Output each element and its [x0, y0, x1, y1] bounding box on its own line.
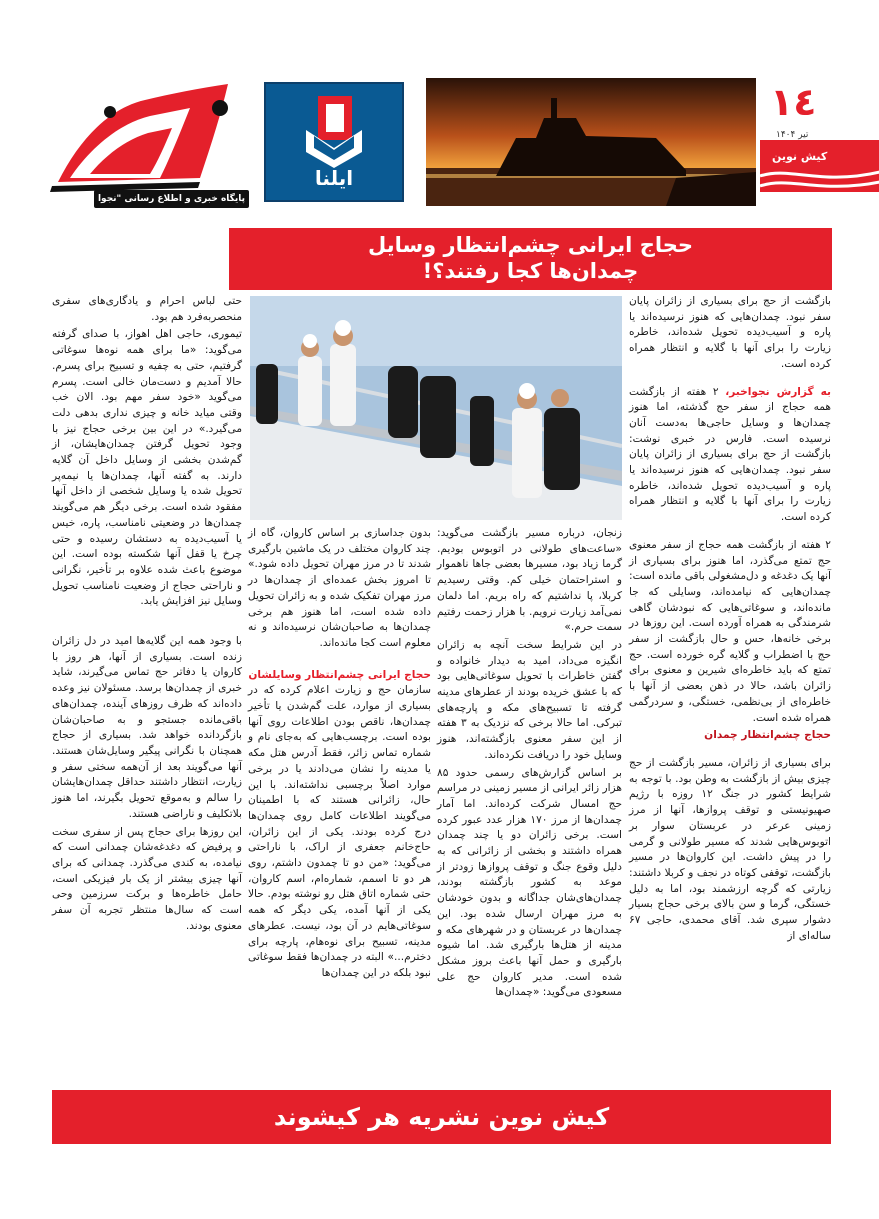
col4-paragraph: با وجود همه این گلایه‌ها امید در دل زائران زنده است. بسیاری از آنها، هر روز با کاروان یا دفاتر حج تماس می‌گیرند، شاید خبری از چمدان‌ها برسد. مسئولان نیز وعده داده‌اند که ظرف روزهای آینده، چمدان‌های باقی‌مانده جستجو و به صاحبان‌شان بازگردانده خواهد شد. بسیاری از حجاج همچنان با نگرانی پیگیر وسایل‌شان هستند. آنها می‌گویند بعد از آن‌همه سختی سفر و زیارت، انتظار داشتند حداقل چمدان‌هایشان را سالم و به‌موقع تحویل بگیرند، اما هنوز بلاتکلیف و ناراضی هستند. — [52, 635, 242, 820]
col2-paragraph: زنجان، درباره مسیر بازگشت می‌گوید: «ساعت‌های طولانی در اتوبوس بودیم. گرما زیاد بود، مسیرها بعضی جاها ناهموار و استراحتمان خیلی کم. وقتی رسیدیم کربلا، پا نداشتیم که راه بریم. اما دلمان نمی‌آمد زیارت نرویم. با هزار زحمت رفتیم سمت حرم.» — [437, 527, 622, 634]
logo-tagline: پایگاه خبری و اطلاع رسانی "نجوا خبر" — [94, 190, 249, 208]
col3-paragraph: سازمان حج و زیارت اعلام کرده که در بسیاری از موارد، علت گم‌شدن یا تأخیر چمدان‌ها، ناقص بودن اطلاعات روی آنها بوده است. برچسب‌هایی که به‌جای نام و شماره تماس زائر، فقط آدرس هتل مکه یا مدینه را نشان می‌دادند یا در برخی موارد اصلاً برچسبی نداشته‌اند. با این حال، زائرانی هستند که با اطمینان می‌گویند اطلاعات کامل روی چمدان‌ها درج کرده بودند. یکی از این زائران، حاج‌خانم جعفری از اراک، با ناراحتی می‌گوید: «من دو تا چمدون داشتم، روی هر دو تا اسمم، شماره‌ام، اسم کاروان، حتی شماره اتاق هتل رو نوشته بودم. حالا یکی از آنها آمده، یکی دیگر که همه سوغاتی‌هایم در آن بود، نیست. عطرهای مدینه، تسبیح برای نوه‌هام، پارچه برای دخترم...» البته در چمدان‌ها فقط سوغاتی نبود بلکه در این چمدان‌ها — [248, 684, 431, 979]
col1-paragraph: ۲ هفته از بازگشت همه حجاج از سفر معنوی حج تمتع می‌گذرد، اما هنوز برای بسیاری از آنها یک دغدغه و دل‌مشغولی باقی مانده است: چمدان‌هایی که نیامده‌اند، وسایلی که جا مانده‌اند، و سوغاتی‌هایی که نبودشان گاهی شرمندگی به همراه آورده است. این روزها در برخی خانه‌ها، حس و حال بازگشت از سفر حج با اضطراب و گلایه گره خورده است. حج تمتع که باید خاطره‌ای شیرین و معنوی برای زائران باشد، حالا در ذهن بعضی از آنها با خاطره‌ای از بی‌نظمی، خستگی، و سردرگمی همراه شده است. — [629, 538, 831, 724]
col1-paragraph: برای بسیاری از زائران، مسیر بازگشت از حج چیزی بیش از بازگشت به وطن بود. با توجه به شرایط کشور در جنگ ۱۲ روزه با رژیم صهیونیستی و توقف پروازها، آنها از مرز زمینی عرعر در عربستان سوار بر اتوبوس‌هایی شدند که مسیر طولانی و گرمی را در پیش داشت. این کاروان‌ها در مسیر بازگشت، توقفی کوتاه در نجف و کربلا داشتند: زیارتی که گرچه ارزشمند بود، اما به دلیل خستگی، گرما و سن بالای برخی حجاج بسیار دشوار سپری شد. آقای محمدی، حاجی ۶۷ ساله‌ای از — [629, 756, 831, 942]
brand-name: کیش نوین — [772, 150, 828, 163]
headline — [229, 232, 832, 284]
issue-date: تیر ۱۴۰۴ — [776, 130, 809, 140]
col1-paragraph — [629, 385, 831, 526]
pilgrims-image — [250, 296, 622, 520]
article-column-2 — [437, 526, 622, 1013]
pilgrims-stairs-photo — [250, 296, 622, 520]
col2-paragraph: بر اساس گزارش‌های رسمی حدود ۸۵ هزار زائر ایرانی از مسیر زمینی در مراسم حج امسال شرکت کرده‌اند. اما آمار چمدان‌ها از مرز ۱۷۰ هزار عدد عبور کرده است. برخی زائران دو یا چند چمدان همراه داشتند و بخشی از زائرانی که به دلیل وقوع جنگ و توقف پروازها زودتر از موعد به کشور بازگشته بودند، چمدان‌های‌شان جداگانه و بدون خودشان به مرز مهران ارسال شده بود. این چمدان‌ها در عربستان و در شهرهای مکه و مدینه از هتل‌ها بارگیری شد. اما شیوه بارگیری و حمل آنها باعث بروز مشکل شده است. مدیر کاروان حج علی مسعودی می‌گوید: «چمدان‌ها — [437, 766, 622, 999]
subheading: حجاج چشم‌انتظار چمدان — [704, 729, 831, 742]
news-source-lead: به گزارش نجواخبر، — [725, 385, 831, 398]
col3-paragraph: بدون جداسازی بر اساس کاروان، گاه از چند کاروان مختلف در یک ماشین بارگیری شدند تا در مرز مهران تحویل داده شود.» تا امروز بخش عمده‌ای از چمدان‌ها در مرز مهران تفکیک شده و به زائران تحویل داده شده است، اما هنوز هم برخی چمدان‌ها به صاحبان‌شان نرسیده‌اند و نه معلوم است کجا مانده‌اند. — [248, 527, 431, 649]
brand-panel — [760, 140, 879, 192]
subheading: حجاج ایرانی چشم‌انتظار وسایلشان — [248, 668, 431, 681]
col1-paragraph-body: ۲ هفته از بازگشت همه حجاج از سفر حج گذشته، اما هنوز چمدان‌ها و وسایل حاجی‌ها به‌دست آنان نرسیده است. فارس در خبری نوشت: بازگشت از حج برای بسیاری از زائران پایان سفر نبود. چمدان‌هایی که هنوز نرسیده‌اند یا پاره و آسیب‌دیده تحویل شده‌اند، خاطره زیارت را برای آنها با گلایه و انتظار همراه کرده است. — [629, 385, 831, 524]
issue-number: ١٤ — [770, 80, 817, 124]
col4-paragraph: این روزها برای حجاج پس از سفری سخت و پرفیض که دغدغه‌شان چمدانی است که نیامده، به کندی می‌گذرد. چمدانی که برای آنها چیزی بیشتر از یک بار فیزیکی است، حامل خاطره‌ها و برکت سرزمین وحی است که سال‌ها منتظر تجربه آن سفر معنوی بودند. — [52, 825, 242, 932]
ilna-logo — [264, 82, 404, 202]
wave-icon — [760, 166, 879, 196]
article-column-3 — [248, 526, 431, 994]
headline-band — [229, 228, 832, 290]
article-column-4 — [52, 294, 242, 946]
footer-band — [52, 1090, 831, 1144]
col1-paragraph: بازگشت از حج برای بسیاری از زائران پایان سفر نبود. چمدان‌هایی که هنوز نرسیده‌اند یا پاره و آسیب‌دیده تحویل شده‌اند، خاطره زیارت را برای آنها با گلایه و انتظار همراه کرده است. — [629, 295, 831, 370]
ship-sunset-image — [426, 78, 756, 206]
ship-sunset-photo — [426, 78, 756, 206]
col4-paragraph: حتی لباس احرام و یادگاری‌های سفری منحصربه‌فرد هم بود. — [52, 295, 242, 323]
headline-line-2: چمدان‌ها کجا رفتند؟! — [422, 259, 639, 283]
headline-line-1: حجاج ایرانی چشم‌انتظار وسایل — [368, 233, 693, 257]
masthead — [50, 78, 879, 228]
article-column-1 — [629, 294, 831, 956]
ilna-logo-text: ایلنا — [314, 166, 354, 190]
ilna-emblem-icon — [266, 90, 402, 170]
footer-slogan: کیش نوین نشریه هر کیشوند — [273, 1103, 610, 1131]
col2-paragraph: در این شرایط سخت آنچه به زائران انگیزه می‌داد، امید به دیدار خانواده و گفتن خاطرات با تحویل سوغاتی‌هایی بود که با عشق خریده بودند از عطرهای مدینه گرفته تا تسبیح‌های مکه و پارچه‌های تبرکی. اما حالا برخی که نزدیک به ۳ هفته از این سفر معنوی بازگشته‌اند، هنوز وسایل خود را دریافت نکرده‌اند. — [437, 638, 622, 761]
col4-paragraph: تیموری، حاجی اهل اهواز، با صدای گرفته می‌گوید: «ما برای همه نوه‌ها سوغاتی گرفتیم، حتی به چفیه و تسبیح برای پسرم. حالا آمدیم و دست‌مان خالی است. پسرم می‌گوید «خود سفر مهم بود. الان خب وقتی میاید خانه و چیزی نداری بدهی دلت می‌گیرد.» در این بین برخی حجاج نیز با وجود تحویل گرفتن چمدان‌هایشان، از گم‌شدن بخشی از وسایل داخل آن گلایه دارند. به گفته آنها، چمدان‌ها یا نیمه‌پر تحویل شده یا وسایل شخصی از داخل آنها مفقود شده است. برخی دیگر هم می‌گویند چمدان‌ها در وضعیتی نامناسب، پاره، خیس یا آسیب‌دیده به دستشان رسیده و حتی چرخ یا قفل آنها شکسته بوده است. این موضوع باعث شده علاوه بر تأخیر، نگرانی و ناراحتی حجاج از وضعیت نامناسب تحویل وسایل نیز افزایش یابد. — [52, 328, 242, 608]
